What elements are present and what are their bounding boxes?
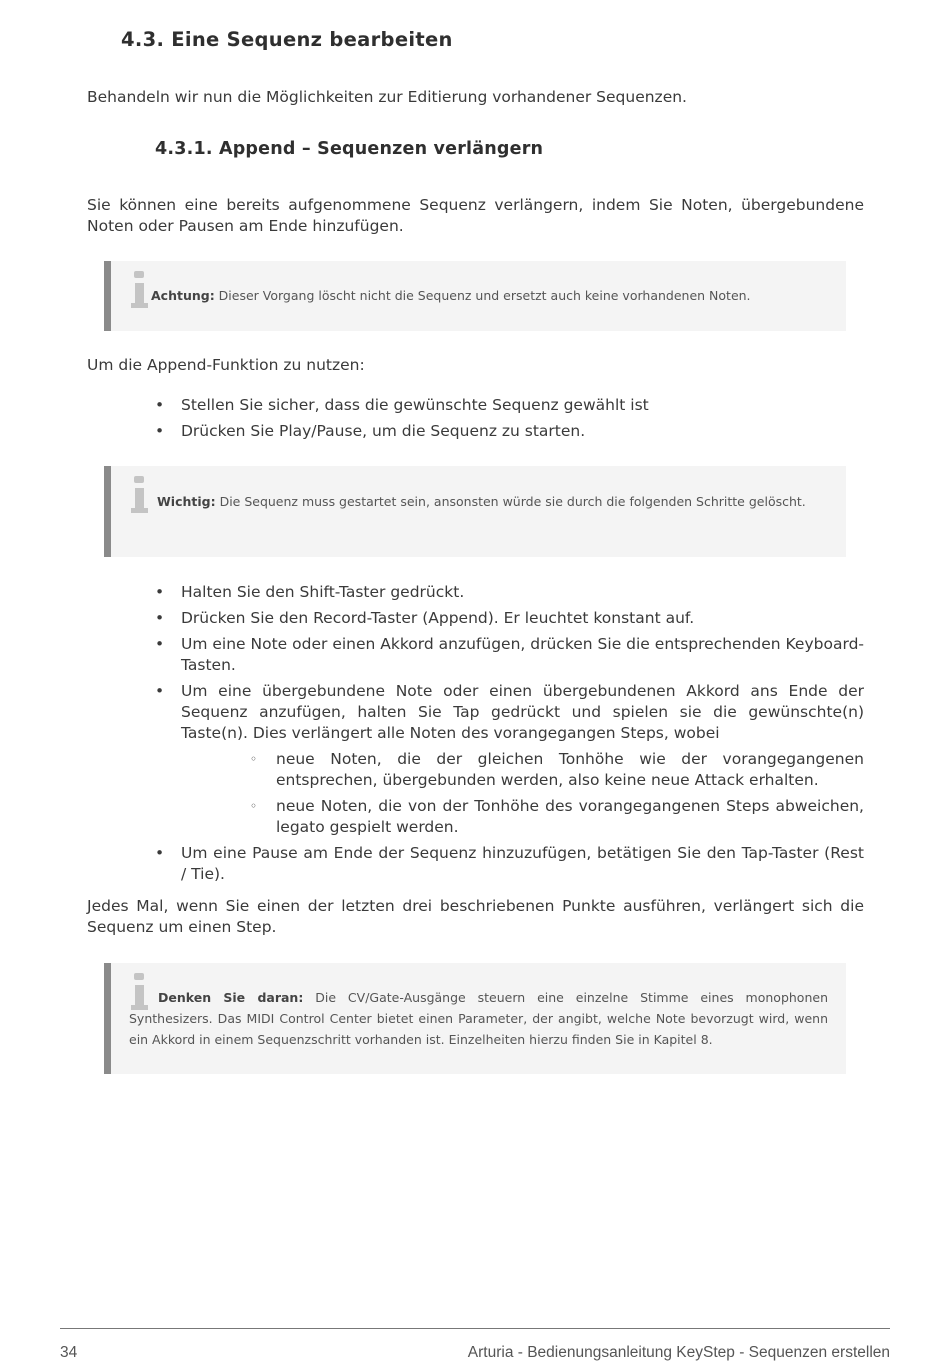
sub-bullet-icon: ◦: [250, 799, 258, 813]
subsection-intro: Sie können eine bereits aufgenommene Sequenz verlängern, indem Sie Noten, übergebundene Noten oder Pausen am Ende hinzufügen.: [87, 196, 864, 235]
bullet-icon: •: [155, 844, 165, 862]
caution-text: [151, 285, 828, 306]
footer-title: Arturia - Bedienungsanleitung KeyStep - Sequenzen erstellen: [467, 1344, 890, 1361]
list-item: • Drücken Sie den Record-Taster (Append). Er leuchtet konstant auf.: [155, 609, 695, 627]
bullet-icon: •: [155, 422, 165, 440]
usage-intro: Um die Append-Funktion zu nutzen:: [87, 356, 365, 374]
sub-list-item: ◦ neue Noten, die der gleichen Tonhöhe wie der vorangegangenen entsprechen, übergebunden werden, also keine neue Attack erhalten.: [250, 750, 864, 789]
list-item: • Um eine Note oder einen Akkord anzufügen, drücken Sie die entsprechenden Keyboard-Tasten.: [155, 635, 864, 674]
steps-list-a: [155, 395, 864, 442]
remember-note: [104, 963, 846, 1074]
remember-body: Die CV/Gate-Ausgänge steuern eine einzelne Stimme eines monophonen Synthesizers. Das MIDI Control Center bietet einen Parameter, der angibt, welche Note bevorzugt wird, wenn ein Akkord in einem Sequenzschritt vorhanden ist. Einzelheiten hierzu finden Sie in Kapitel 8.: [129, 990, 828, 1047]
bullet-icon: •: [155, 583, 165, 601]
bullet-icon: •: [155, 682, 165, 700]
list-item: • Stellen Sie sicher, dass die gewünschte Sequenz gewählt ist: [155, 396, 649, 414]
section-intro: Behandeln wir nun die Möglichkeiten zur Editierung vorhandener Sequenzen.: [87, 88, 687, 106]
caution-note: [104, 261, 846, 331]
sub-bullet-icon: ◦: [250, 752, 258, 766]
list-item: • Halten Sie den Shift-Taster gedrückt.: [155, 583, 465, 601]
info-icon: [131, 271, 151, 311]
caution-label: Achtung:: [151, 288, 215, 303]
bullet-icon: •: [155, 609, 165, 627]
section-heading: 4.3. Eine Sequenz bearbeiten: [121, 28, 453, 51]
sub-list-item: ◦ neue Noten, die von der Tonhöhe des vorangegangenen Steps abweichen, legato gespielt werden.: [250, 797, 864, 836]
steps-list-b: [155, 582, 864, 885]
remember-label: Denken Sie daran:: [158, 990, 304, 1005]
important-label: Wichtig:: [157, 494, 216, 509]
list-item: • Drücken Sie Play/Pause, um die Sequenz zu starten.: [155, 422, 586, 440]
closing-paragraph: Jedes Mal, wenn Sie einen der letzten drei beschriebenen Punkte ausführen, verlängert sich die Sequenz um einen Step.: [87, 897, 864, 936]
caution-body: Dieser Vorgang löscht nicht die Sequenz und ersetzt auch keine vorhandenen Noten.: [214, 288, 751, 303]
list-item: • Um eine Pause am Ende der Sequenz hinzuzufügen, betätigen Sie den Tap-Taster (Rest / Tie).: [155, 844, 864, 883]
bullet-icon: •: [155, 396, 165, 414]
remember-text: [129, 987, 828, 1050]
important-body: Die Sequenz muss gestartet sein, ansonsten würde sie durch die folgenden Schritte gelöscht.: [215, 494, 806, 509]
bullet-icon: •: [155, 635, 165, 653]
sub-steps-list: [181, 749, 864, 838]
page-number: 34: [60, 1344, 78, 1361]
list-item: • Um eine übergebundene Note oder einen übergebundenen Akkord ans Ende der Sequenz anzufügen, halten Sie Tap gedrückt und spielen sie die gewünschte(n) Taste(n). Dies verlängert alle Noten des vorangegangen Steps, wobei ◦ neue Noten, die der gleichen Tonhöhe wie der vorangegangenen entsprechen, übergebunden werden, also keine neue Attack erhalten. ◦ neue Noten, die von der Tonhöhe des vorangegangenen Steps abweichen, legato gespielt werden.: [155, 682, 864, 836]
subsection-heading: 4.3.1. Append – Sequenzen verlängern: [155, 139, 544, 159]
important-note: [104, 466, 846, 557]
important-text: [129, 491, 828, 512]
footer-divider: [60, 1328, 890, 1329]
